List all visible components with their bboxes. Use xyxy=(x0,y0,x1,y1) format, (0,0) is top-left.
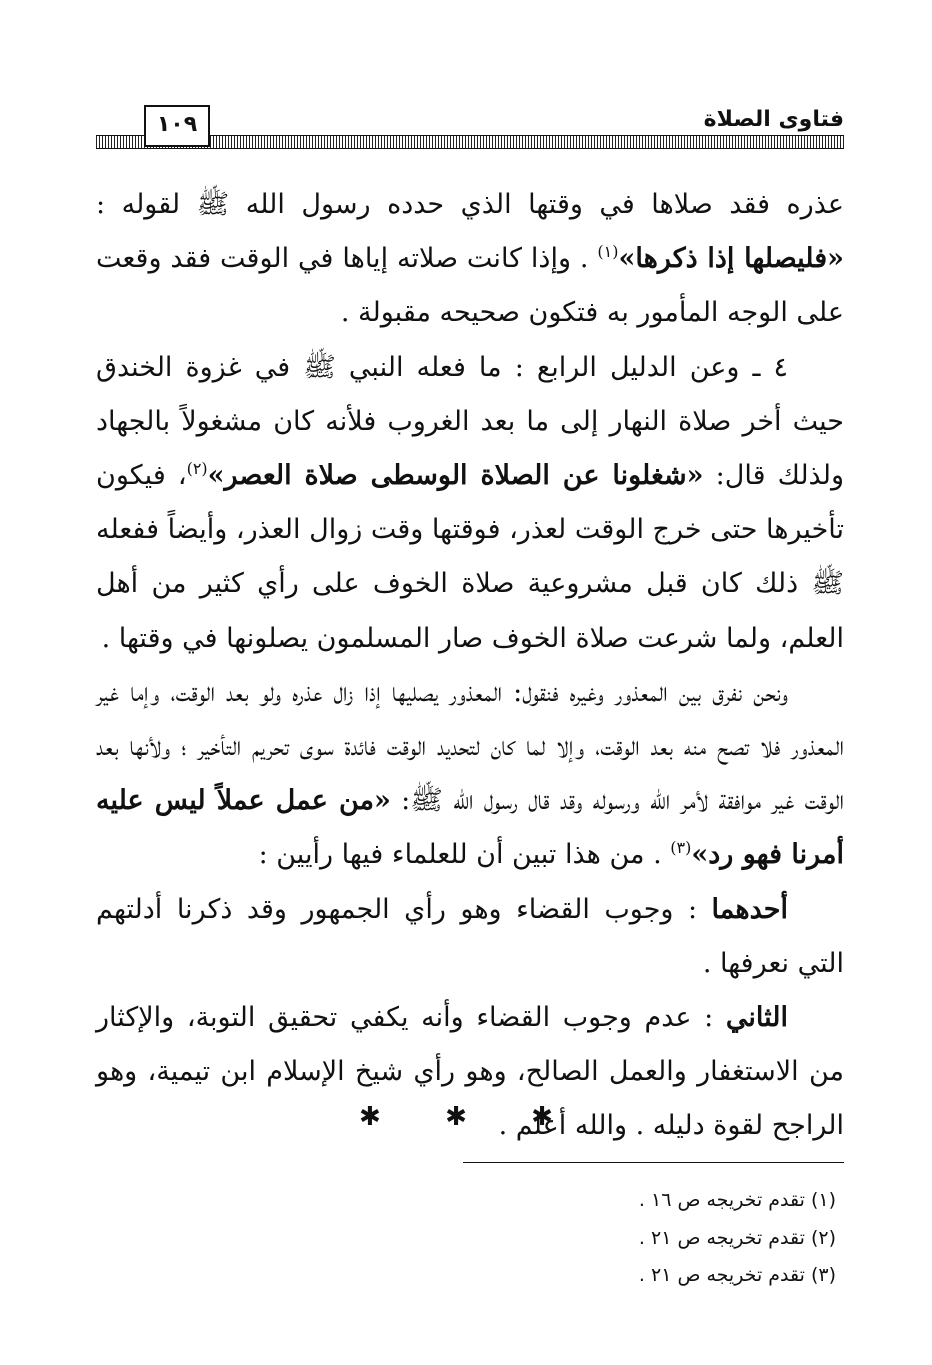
paragraph-1 xyxy=(96,178,844,341)
hadith-quote-3: «من عمل عملاً ليس عليه أمرنا فهو رد» xyxy=(96,785,844,871)
paragraph-3 xyxy=(96,666,844,883)
opinion-2-label: الثاني xyxy=(725,1002,788,1034)
footnote-1: (١) تقدم تخريجه ص ١٦ . xyxy=(638,1189,836,1211)
hadith-quote-2: «شغلونا عن الصلاة الوسطى صلاة العصر» xyxy=(207,460,704,492)
page-header xyxy=(96,105,844,155)
paragraph-3-text-b: . من هذا تبين أن للعلماء فيها رأيين : xyxy=(258,839,671,871)
opinion-1-label: أحدهما xyxy=(711,893,788,925)
body-text xyxy=(96,178,844,1154)
footnote-ref-3: (٣) xyxy=(670,838,692,858)
opinion-2-text: : عدم وجوب القضاء وأنه يكفي تحقيق التوبة، والإكثار من الاستغفار والعمل الصالح، وهو رأي شيخ الإسلام ابن تيمية، وهو الراجح لقوة دليله . والله أعلم . xyxy=(96,1002,844,1142)
footnote-ref-1: (١) xyxy=(597,242,619,262)
page-number-box xyxy=(144,105,210,147)
paragraph-1-text-a: عذره فقد صلاها في وقتها الذي حدده رسول الله ﷺ لقوله : xyxy=(96,189,844,220)
paragraph-1-text-b: . وإذا كانت صلاته إياها في الوقت فقد وقعت على الوجه المأمور به فتكون صحيحه مقبولة . xyxy=(96,243,844,329)
header-rule-left xyxy=(96,135,142,149)
footnotes xyxy=(96,1182,836,1295)
paragraph-3-text-a: ونحن نفرق بين المعذور وغيره فنقول: المعذور يصليها إذا زال عذره ولو بعد الوقت، وإما غير المعذور فلا تصح منه بعد الوقت، وإلا لما كان لتحديد الوقت فائدة سوى تحريم التأخير ؛ ولأنها بعد الوقت غير موافقة لأمر الله ورسوله وقد قال رسول الله ﷺ: xyxy=(96,676,844,817)
footnote-ref-2: (٢) xyxy=(186,459,208,479)
paragraph-2-text-a: ٤ ـ وعن الدليل الرابع : ما فعله النبي ﷺ في غزوة الخندق حيث أخر صلاة النهار إلى ما بعد الغروب فلأنه كان مشغولاً بالجهاد ولذلك قال: xyxy=(96,351,844,492)
running-title: فتاوى الصلاة xyxy=(703,107,844,132)
footnote-rule xyxy=(463,1162,844,1163)
hadith-quote-1: «فليصلها إذا ذكرها» xyxy=(618,243,844,275)
section-separator: ✱ ✱ ✱ xyxy=(359,1102,581,1132)
footnote-3: (٣) تقدم تخريجه ص ٢١ . xyxy=(638,1264,836,1286)
footnote-2: (٢) تقدم تخريجه ص ٢١ . xyxy=(638,1226,836,1249)
paragraph-2-text-b: ، فيكون تأخيرها حتى خرج الوقت لعذر، فوقتها وقت زوال العذر، وأيضاً ففعله ﷺ ذلك كان قبل مشروعية صلاة الخوف على رأي كثير من أهل العلم، ولما شرعت صلاة الخوف صار المسلمون يصلونها في وقتها . xyxy=(95,460,844,654)
paragraph-4 xyxy=(96,883,844,991)
paragraph-2 xyxy=(96,341,844,666)
page-number: ١٠٩ xyxy=(156,112,198,137)
opinion-1-text: : وجوب القضاء وهو رأي الجمهور وقد ذكرنا أدلتهم التي نعرفها . xyxy=(96,893,844,979)
